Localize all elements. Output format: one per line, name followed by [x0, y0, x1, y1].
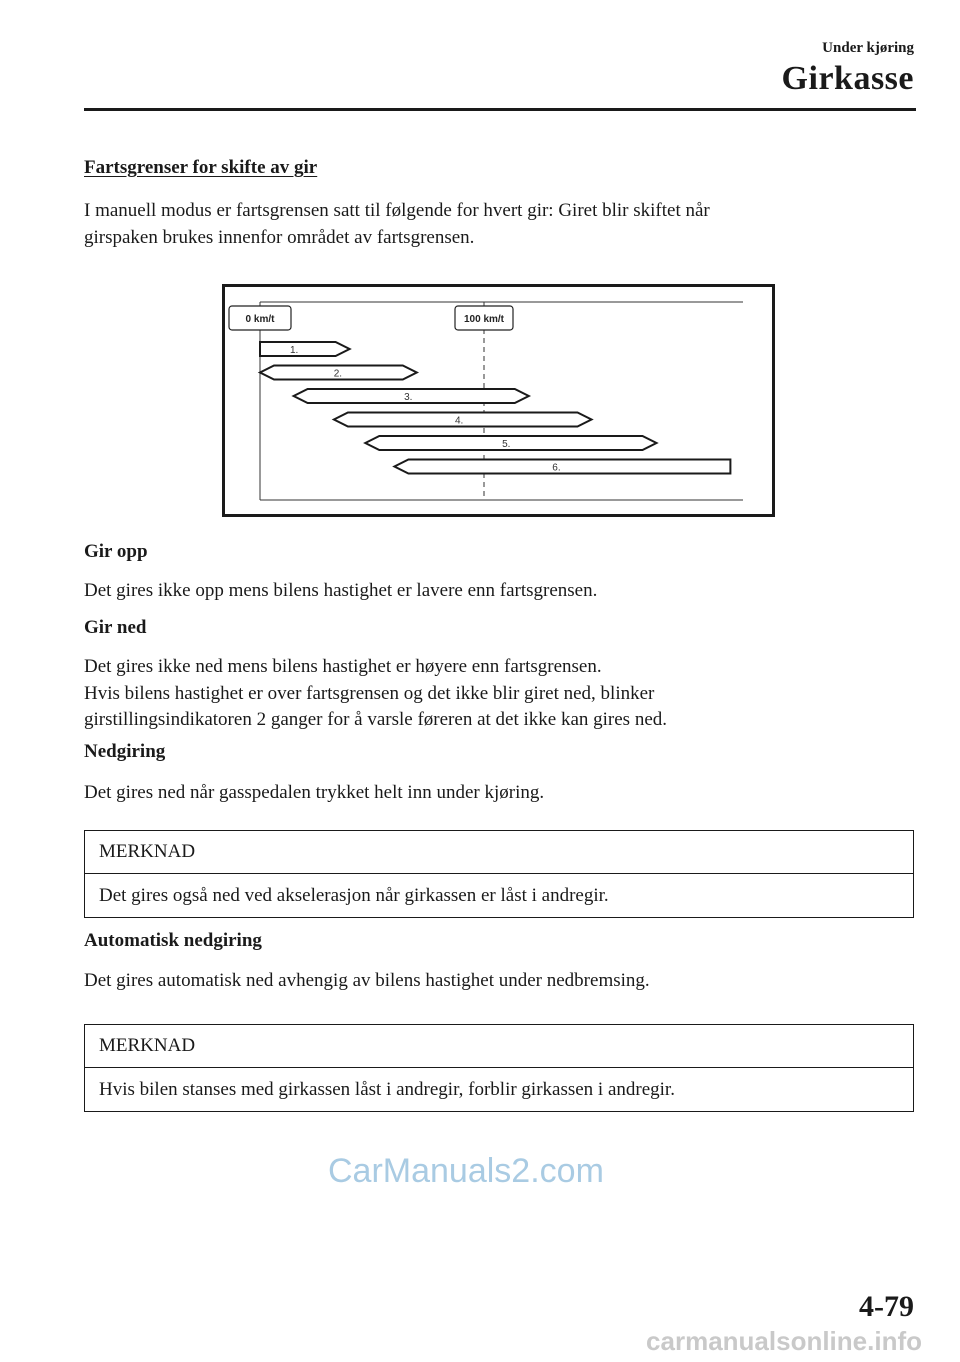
gear-label-3: 3. [404, 392, 413, 403]
gear-label-5: 5. [502, 439, 511, 450]
gear-label-6: 6. [552, 462, 561, 474]
watermark: CarManuals2.com [328, 1152, 604, 1190]
gear-label-4: 4. [455, 415, 464, 427]
gear-range-bar-1 [260, 342, 350, 356]
speed-label-start: 0 km/t [245, 314, 275, 325]
auto-nedgiring-text: Det gires automatisk ned avhengig av bilens hastighet under nedbremsing. [84, 970, 650, 991]
page-number: 4-79 [859, 1290, 914, 1323]
footer-site-watermark: carmanualsonline.info [646, 1326, 922, 1356]
auto-nedgiring-heading: Automatisk nedgiring [84, 930, 262, 951]
intro-line-1: I manuell modus er fartsgrensen satt til følgende for hvert gir: Giret blir skiftet når [84, 200, 710, 221]
speed-label-100: 100 km/t [463, 314, 505, 325]
page-title: Girkasse [781, 60, 914, 97]
gear-label-1: 1. [290, 345, 299, 356]
header-section: Under kjøring [822, 40, 914, 56]
gear-speed-diagram [222, 284, 775, 517]
nedgiring-heading: Nedgiring [84, 741, 166, 762]
gear-speed-diagram-svg [225, 287, 772, 514]
nedgiring-text: Det gires ned når gasspedalen trykket helt inn under kjøring. [84, 782, 545, 803]
gear-range-bar-5 [365, 436, 656, 450]
note-box-2 [84, 1024, 914, 1112]
speed-limits-heading: Fartsgrenser for skifte av gir [84, 157, 318, 178]
note-box-1 [84, 830, 914, 918]
gir-ned-heading: Gir ned [84, 617, 147, 638]
gir-opp-heading: Gir opp [84, 541, 148, 562]
gir-ned-line-3: girstillingsindikatoren 2 ganger for å varsle føreren at det ikke kan gires ned. [84, 709, 667, 730]
note-text-1: Det gires også ned ved akselerasjon når girkassen er låst i andregir. [99, 885, 609, 906]
intro-line-2: girspaken brukes innenfor området av fartsgrensen. [84, 227, 475, 248]
gear-range-bars [260, 342, 730, 474]
header-divider [84, 108, 916, 111]
note-title-2: MERKNAD [85, 1025, 913, 1068]
gir-opp-text: Det gires ikke opp mens bilens hastighet er lavere enn fartsgrensen. [84, 580, 598, 601]
gear-range-bar-6 [394, 460, 730, 474]
note-text-2: Hvis bilen stanses med girkassen låst i andregir, forblir girkassen i andregir. [99, 1079, 675, 1100]
gir-ned-line-2: Hvis bilens hastighet er over fartsgrensen og det ikke blir giret ned, blinker [84, 683, 655, 704]
note-title-1: MERKNAD [85, 831, 913, 874]
gir-ned-line-1: Det gires ikke ned mens bilens hastighet er høyere enn fartsgrensen. [84, 656, 602, 677]
gear-label-2: 2. [333, 368, 343, 380]
